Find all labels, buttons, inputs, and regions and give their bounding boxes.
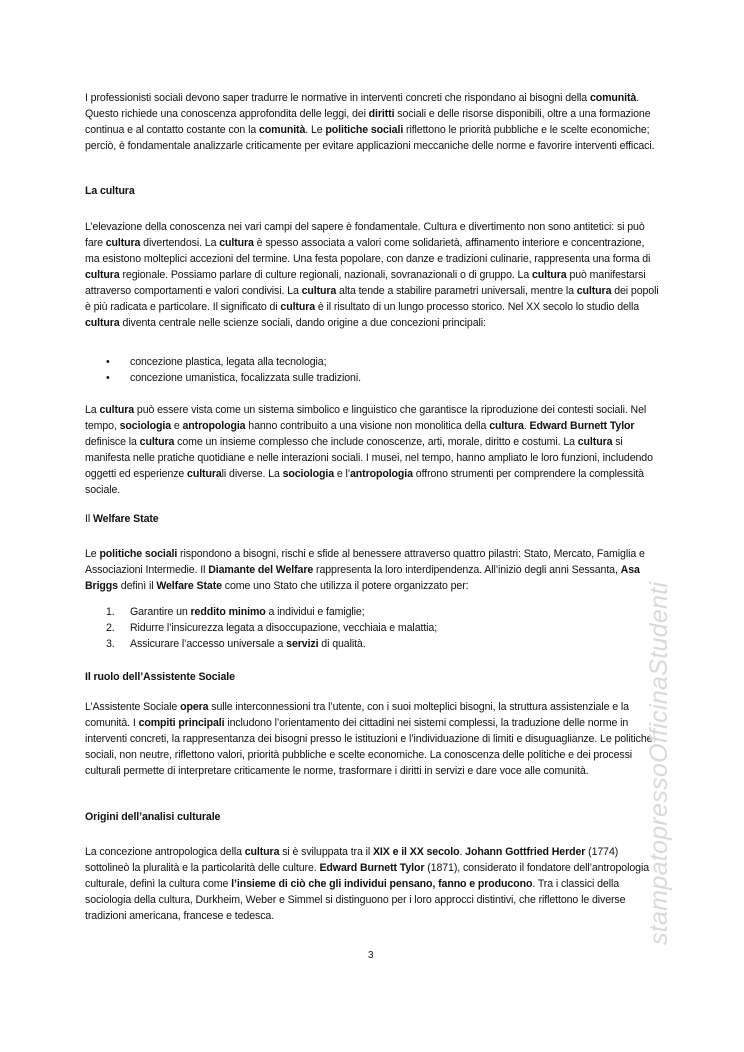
ruolo-paragraph [85,699,660,779]
text-run: riflettono le priorità pubbliche e le scelte economiche; perciò, è fondamentale analizzarle criticamente per evitare applicazioni meccaniche delle norme e favorire interventi efficaci. [85,124,655,152]
bold-text: reddito minimo [190,606,266,618]
bold-text: Welfare State [156,580,222,592]
list-item-text: concezione umanistica, focalizzata sulle tradizioni. [130,372,361,384]
bold-text: comunità [589,92,637,104]
bold-text: Edward Burnett Tylor [319,862,425,874]
text-run: si manifesta nelle pratiche quotidiane e nelle interazioni sociali. I musei, nel tempo, hanno ampliato le loro funzioni, includendo oggetti ed esperienze [85,436,653,480]
list-number: 1. [106,606,115,618]
text-run: . Questo richiede una conoscenza approfondita delle leggi, dei [85,92,640,120]
bold-text: cultura [531,269,567,281]
heading-la-cultura: La cultura [85,185,135,197]
text-run: alta tende a stabilire parametri universali, mentre la [336,285,577,297]
bold-text: cultura [99,404,135,416]
intro-paragraph [85,90,660,154]
bold-text: cultura [85,317,120,329]
concezioni-list [85,354,660,386]
text-run: sulle interconnessioni tra l’utente, con i suoi molteplici bisogni, la struttura assistenziale e la comunità. I [85,701,629,729]
bold-text: cultura [280,301,316,313]
text-run: La concezione antropologica della [85,846,245,858]
text-run: diventa centrale nelle scienze sociali, dando origine a due concezioni principali: [119,317,486,329]
briggs-list [85,604,660,652]
text-run: Garantire un [130,606,191,618]
text-run: come uno Stato che utilizza il potere organizzato per: [221,580,469,592]
bold-text: cultura [105,237,141,249]
text-run: L’elevazione della conoscenza nei vari campi del sapere è fondamentale. Cultura e divertimento non sono antitetici: si può fare [85,221,645,249]
watermark: stampatopressoOfficinaStudenti [645,581,673,945]
bold-text: cultura [489,420,524,432]
bold-text: cultura [301,285,337,297]
text-run: rappresenta la loro interdipendenza. All’inizio degli anni Sessanta, [313,564,621,576]
heading-ruolo-assistente: Il ruolo dell’Assistente Sociale [85,671,235,683]
text-run: dei popoli è più radicata e particolare. Il significato di [85,285,659,313]
text-run: definì il [117,580,157,592]
origini-paragraph [85,844,660,924]
list-number: 3. [106,638,115,650]
bold-text: cultura [85,269,120,281]
bold-text: Welfare State [92,513,159,525]
text-run: può essere vista come un sistema simbolico e linguistico che garantisce la riproduzione dei contesti sociali. Nel tempo, [85,404,647,432]
bold-text: servizi [286,638,319,650]
bold-text: politiche sociali [325,124,404,136]
bold-text: Johann Gottfried Herder [465,846,586,858]
text-run: divertendosi. La [140,237,220,249]
text-run: sociali e delle risorse disponibili, oltre a una formazione continua e al contatto costante con la [85,108,651,136]
list-item [85,370,660,386]
bold-text: cultura [187,468,222,480]
text-run: . [459,846,466,858]
text-run: come un insieme complesso che include conoscenze, arti, morale, diritto e costumi. La [174,436,578,448]
bullet-marker: • [106,356,110,368]
text-run: Il [85,513,93,525]
text-run: si è sviluppata tra il [279,846,373,858]
bold-text: cultura [244,846,280,858]
bold-text: cultura [219,237,254,249]
bold-text: Edward Burnett Tylor [529,420,635,432]
list-item-text [130,638,366,650]
text-run: Assicurare l’accesso universale a [130,638,287,650]
bold-text: comunità [258,124,306,136]
text-run: hanno contribuito a una visione non monolitica della [245,420,490,432]
bold-text: Diamante del Welfare [208,564,314,576]
bold-text: compiti principali [138,717,225,729]
list-item [85,354,660,370]
bold-text: antropologia [182,420,246,432]
text-run: e l’ [333,468,350,480]
text-run: è il risultato di un lungo processo storico. Nel XX secolo lo studio della [315,301,640,313]
text-run: rispondono a bisogni, rischi e sfide al benessere attraverso quattro pilastri: Stato, Mercato, Famiglia e Associazioni Intermedie. Il [85,548,645,576]
cultura-paragraph [85,219,660,331]
bold-text: diritti [368,108,395,120]
text-run: li diverse. La [221,468,283,480]
bold-text: l’insieme di ciò che gli individui pensano, fanno e producono [231,878,533,890]
bold-text: sociologia [119,420,172,432]
heading-origini: Origini dell’analisi culturale [85,811,221,823]
text-run: Le [85,548,100,560]
bold-text: sociologia [282,468,334,480]
text-run: definisce la [85,436,140,448]
bold-text: opera [180,701,209,713]
text-run: La [85,404,100,416]
list-number: 2. [106,622,115,634]
list-item [85,636,660,652]
text-run: e [171,420,183,432]
text-run: I professionisti sociali devono saper tradurre le normative in interventi concreti che rispondano ai bisogni della [85,92,590,104]
bold-text: cultura [576,285,612,297]
text-run: . Tra i classici della sociologia della cultura, Durkheim, Weber e Simmel si distinguono per i loro approcci distintivi, che riflettono le diverse tradizioni americana, francese e tedesca. [85,878,626,922]
bold-text: cultura [139,436,175,448]
bold-text: antropologia [349,468,413,480]
heading-welfare-state [85,511,660,527]
text-run: . [523,420,530,432]
text-run: (1774) sottolineò la pluralità e la particolarità delle culture. [85,846,619,874]
list-item [85,620,660,636]
text-run: . Le [305,124,326,136]
text-run: Ridurre l’insicurezza legata a disoccupazione, vecchiaia e malattia; [130,622,438,634]
bold-text: politiche sociali [99,548,178,560]
text-run: (1871), considerato il fondatore dell’antropologia culturale, definì la cultura come [85,862,649,890]
bold-text: XIX e il XX secolo [372,846,460,858]
welfare-paragraph [85,546,660,594]
bold-text: cultura [577,436,613,448]
list-item-text: concezione plastica, legata alla tecnologia; [130,356,327,368]
list-item-text [130,622,437,634]
text-run: è spesso associata a valori come solidarietà, affinamento interiore e concentrazione, ma esistono molteplici accezioni del termine. Una festa popolare, con danze e tradizioni culinarie, rappresenta una forma di [85,237,651,265]
bullet-marker: • [106,372,110,384]
text-run: di qualità. [318,638,366,650]
cultura-sistema-paragraph [85,402,660,498]
text-run: includono l’orientamento dei cittadini nei sistemi complessi, la traduzione delle norme in interventi concreti, la rappresentanza dei bisogni presso le istituzioni e l’individuazione di limiti e disuguaglianze. Le politiche sociali, non neutre, riflettono valori, priorità pubbliche e scelte economiche. La conoscenza delle politiche e dei processi culturali permette di interpretare criticamente le norme, trasformare i diritti in servizi e dare voce alle comunità. [85,717,653,777]
text-run: regionale. Possiamo parlare di culture regionali, nazionali, sovranazionali o di gruppo. La [119,269,532,281]
list-item-text [130,606,365,618]
bold-text: Asa Briggs [85,564,640,592]
text-run: L’Assistente Sociale [85,701,181,713]
page-number: 3 [368,950,374,961]
text-run: a individui e famiglie; [265,606,365,618]
list-item [85,604,660,620]
text-run: offrono strumenti per comprendere la complessità sociale. [85,468,644,496]
text-run: può manifestarsi attraverso comportamenti e valori condivisi. La [85,269,646,297]
